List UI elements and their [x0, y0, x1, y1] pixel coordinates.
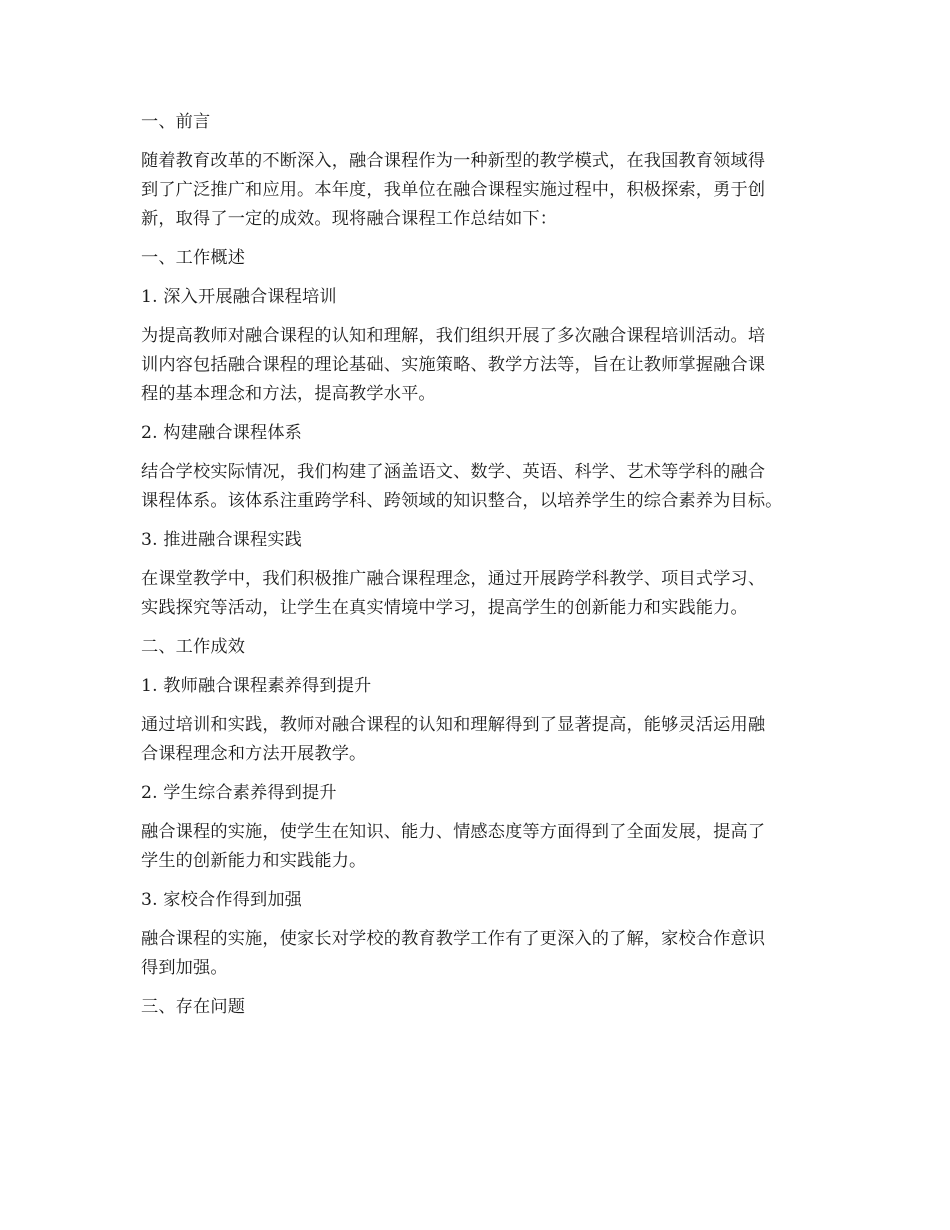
text-line: 实践探究等活动，让学生在真实情境中学习，提高学生的创新能力和实践能力。	[141, 598, 748, 618]
text-line: 1. 深入开展融合课程培训	[141, 287, 337, 307]
text-line: 结合学校实际情况，我们构建了涵盖语文、数学、英语、科学、艺术等学科的融合	[141, 462, 766, 482]
text-line: 2. 学生综合素养得到提升	[141, 783, 337, 803]
subsection-heading	[141, 672, 831, 701]
text-line: 融合课程的实施，使学生在知识、能力、情感态度等方面得到了全面发展，提高了	[141, 822, 766, 842]
text-line: 得到加强。	[141, 958, 228, 978]
paragraph	[141, 458, 831, 516]
text-line: 随着教育改革的不断深入，融合课程作为一种新型的教学模式，在我国教育领域得	[141, 151, 766, 171]
text-line: 3. 家校合作得到加强	[141, 890, 303, 910]
text-line: 三、存在问题	[141, 997, 246, 1017]
paragraph	[141, 147, 831, 234]
text-line: 合课程理念和方法开展教学。	[141, 744, 367, 764]
text-line: 学生的创新能力和实践能力。	[141, 851, 367, 871]
subsection-heading	[141, 886, 831, 915]
text-line: 程的基本理念和方法，提高教学水平。	[141, 384, 436, 404]
section-heading	[141, 633, 831, 662]
text-line: 一、工作概述	[141, 248, 246, 268]
subsection-heading	[141, 419, 831, 448]
section-heading	[141, 244, 831, 273]
paragraph	[141, 565, 831, 623]
subsection-heading	[141, 779, 831, 808]
section-heading	[141, 993, 831, 1022]
paragraph	[141, 322, 831, 409]
paragraph	[141, 711, 831, 769]
text-line: 课程体系。该体系注重跨学科、跨领域的知识整合，以培养学生的综合素养为目标。	[141, 491, 783, 511]
text-line: 新，取得了一定的成效。现将融合课程工作总结如下：	[141, 209, 558, 229]
subsection-heading	[141, 526, 831, 555]
text-line: 通过培训和实践，教师对融合课程的认知和理解得到了显著提高，能够灵活运用融	[141, 715, 766, 735]
text-line: 2. 构建融合课程体系	[141, 423, 303, 443]
text-line: 二、工作成效	[141, 637, 246, 657]
text-line: 融合课程的实施，使家长对学校的教育教学工作有了更深入的了解，家校合作意识	[141, 929, 766, 949]
text-line: 到了广泛推广和应用。本年度，我单位在融合课程实施过程中，积极探索，勇于创	[141, 180, 766, 200]
text-line: 训内容包括融合课程的理论基础、实施策略、教学方法等，旨在让教师掌握融合课	[141, 355, 766, 375]
text-line: 在课堂教学中，我们积极推广融合课程理念，通过开展跨学科教学、项目式学习、	[141, 569, 766, 589]
document-page	[141, 108, 831, 1032]
text-line: 为提高教师对融合课程的认知和理解，我们组织开展了多次融合课程培训活动。培	[141, 326, 766, 346]
subsection-heading	[141, 283, 831, 312]
section-heading	[141, 108, 831, 137]
text-line: 1. 教师融合课程素养得到提升	[141, 676, 372, 696]
text-line: 3. 推进融合课程实践	[141, 530, 303, 550]
paragraph	[141, 818, 831, 876]
paragraph	[141, 925, 831, 983]
text-line: 一、前言	[141, 112, 211, 132]
